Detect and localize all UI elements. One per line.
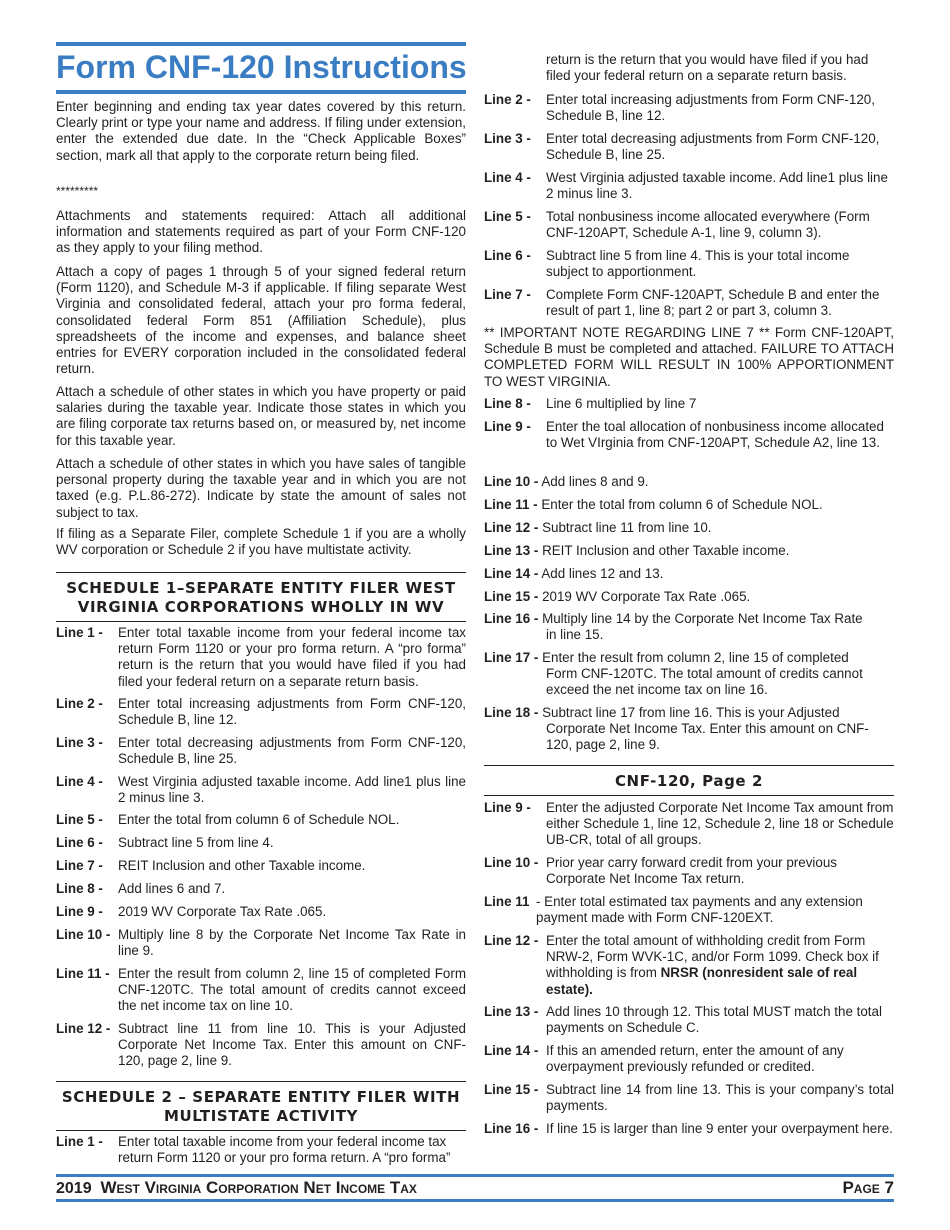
title-rule-bottom <box>56 90 466 94</box>
line-label: Line 13 - <box>484 1004 539 1019</box>
line-text-continued: 120, page 2, line 9. <box>546 737 660 753</box>
line-label: Line 6 - <box>56 835 103 850</box>
line-text: Enter the total from column 6 of Schedule NOL. <box>541 497 823 512</box>
footer-title <box>56 1178 417 1199</box>
line-label: Line 4 - <box>56 774 103 789</box>
schedule2-line-6 <box>484 248 894 282</box>
line-label: Line 2 - <box>484 92 531 107</box>
line-text: Subtract line 11 from line 10. <box>542 520 712 535</box>
schedule1-line-8 <box>56 881 466 899</box>
footer-rule-bottom <box>56 1199 894 1202</box>
line-label: Line 15 - <box>484 1082 539 1097</box>
line-text: Enter total decreasing adjustments from Form CNF-120, Schedule B, line 25. <box>546 131 880 163</box>
line-label: Line 1 - <box>56 625 103 640</box>
schedule2-line-18 <box>484 705 894 754</box>
line-text: If line 15 is larger than line 9 enter your overpayment here. <box>546 1121 893 1136</box>
schedule1-line-9 <box>56 904 466 922</box>
line-text: Line 6 multiplied by line 7 <box>546 396 697 411</box>
schedule2-line-7 <box>484 287 894 321</box>
intro-paragraph-4: Attach a schedule of other states in which you have property or paid salaries during the taxable year. Indicate those states in which you are filing corporate tax returns based on, or measured by, net income for this taxable year. <box>56 384 466 448</box>
line-text: Enter the adjusted Corporate Net Income Tax amount from either Schedule 1, line 12, Schedule 2, line 18 or Schedule UB-CR, total of all groups. <box>546 800 894 848</box>
page-title: Form CNF-120 Instructions <box>56 49 467 85</box>
line-text: Subtract line 17 from line 16. This is your Adjusted <box>542 705 840 720</box>
schedule2-line-12 <box>484 520 894 536</box>
line-label: Line 12 - <box>484 933 539 948</box>
page2-line-16 <box>484 1121 894 1155</box>
separator-stars: ********* <box>56 184 99 198</box>
schedule1-line-5 <box>56 812 466 830</box>
schedule2-line-4 <box>484 170 894 204</box>
line-label: Line 10 - <box>484 855 539 870</box>
page2-line-10 <box>484 855 894 889</box>
line-label: Line 12 - <box>484 520 539 535</box>
line-text: If this an amended return, enter the amount of any overpayment previously refunded or credited. <box>546 1043 844 1075</box>
page2-line-12 <box>484 933 894 999</box>
line-label: Line 16 - <box>484 1121 539 1136</box>
line-text: Enter total increasing adjustments from Form CNF-120, Schedule B, line 12. <box>118 696 466 728</box>
footer-rule-top <box>56 1174 894 1177</box>
schedule1-line-10 <box>56 927 466 961</box>
line-label: Line 15 - <box>484 589 539 604</box>
schedule2-line-3 <box>484 131 894 165</box>
line-text: Enter the toal allocation of nonbusiness income allocated to Wet VIrginia from CNF-120APT, Schedule A2, line 13. <box>546 419 884 451</box>
line-label: Line 2 - <box>56 696 103 711</box>
line-text: Add lines 12 and 13. <box>541 566 664 581</box>
page2-line-9 <box>484 800 894 850</box>
schedule1-line-3 <box>56 735 466 769</box>
line-label: Line 12 - <box>56 1021 111 1036</box>
page2-heading: CNF-120, Page 2 <box>484 765 894 796</box>
page2-line-11 <box>484 894 894 928</box>
line-text: Complete Form CNF-120APT, Schedule B and enter the result of part 1, line 8; part 2 or part 3, column 3. <box>546 287 880 319</box>
line-text-continued: Corporate Net Income Tax. Enter this amount on CNF- <box>546 721 869 737</box>
schedule1-line-1 <box>56 625 466 691</box>
schedule2-line-8 <box>484 396 894 414</box>
schedule2-line-15 <box>484 589 894 605</box>
schedule2-line-16 <box>484 611 894 643</box>
schedule2-line-1-part-a <box>56 1134 466 1168</box>
footer-year: 2019 <box>56 1180 92 1197</box>
page2-line-13 <box>484 1004 894 1038</box>
schedule1-line-7 <box>56 858 466 876</box>
line-text: Subtract line 5 from line 4. <box>118 835 274 850</box>
line-label: Line 7 - <box>484 287 531 302</box>
page2-line-15 <box>484 1082 894 1116</box>
line-text: Subtract line 11 from line 10. This is your Adjusted Corporate Net Income Tax. Enter this amount on CNF-120, page 2, line 9. <box>118 1021 466 1069</box>
schedule1-line-4 <box>56 774 466 808</box>
line-label: Line 11 <box>484 894 530 909</box>
schedule1-line-6 <box>56 835 466 853</box>
line-text: Total nonbusiness income allocated everywhere (Form CNF-120APT, Schedule A-1, line 9, column 3). <box>546 209 870 241</box>
schedule2-heading: SCHEDULE 2 – SEPARATE ENTITY FILER WITH MULTISTATE ACTIVITY <box>56 1081 466 1131</box>
schedule2-line-14 <box>484 566 894 582</box>
line-label: Line 8 - <box>484 396 531 411</box>
intro-paragraph-5: Attach a schedule of other states in which you have sales of tangible personal property during the taxable year and in which you are not taxed (e.g. P.L.86-272). Indicate by state the amount of sales not subject to tax. <box>56 456 466 520</box>
line-label: Line 16 - <box>484 611 539 626</box>
schedule2-line-5 <box>484 209 894 243</box>
line-label: Line 8 - <box>56 881 103 896</box>
line-text <box>546 933 894 998</box>
schedule1-line-2 <box>56 696 466 730</box>
line-label: Line 17 - <box>484 650 539 665</box>
line-label: Line 5 - <box>484 209 531 224</box>
line-text: 2019 WV Corporate Tax Rate .065. <box>542 589 751 604</box>
line-text: Add lines 6 and 7. <box>118 881 226 896</box>
schedule1-line-12 <box>56 1021 466 1071</box>
line-text: Enter total decreasing adjustments from Form CNF-120, Schedule B, line 25. <box>118 735 466 767</box>
line-text: Enter the total from column 6 of Schedule NOL. <box>118 812 400 827</box>
schedule2-line-10 <box>484 474 894 490</box>
schedule2-line-17 <box>484 650 894 699</box>
line-label: Line 9 - <box>484 800 531 815</box>
line-label: Line 13 - <box>484 543 539 558</box>
line-label: Line 14 - <box>484 566 539 581</box>
schedule2-line-9 <box>484 419 894 469</box>
line-label: Line 14 - <box>484 1043 539 1058</box>
line-text-regular: Enter the total amount of withholding credit from Form NRW-2, Form WVK-1C, and/or Form 1099. Check box if withholding is from <box>546 933 879 981</box>
line-label: Line 1 - <box>56 1134 103 1149</box>
line-label: Line 10 - <box>56 927 111 942</box>
important-note: ** IMPORTANT NOTE REGARDING LINE 7 ** Form CNF-120APT, Schedule B must be completed and attached. FAILURE TO ATTACH COMPLETED FORM WILL RESULT IN 100% APPORTIONMENT TO WEST VIRGINIA. <box>484 325 894 389</box>
schedule1-line-11 <box>56 966 466 1016</box>
line-text: 2019 WV Corporate Tax Rate .065. <box>118 904 327 919</box>
line-text: Enter total taxable income from your federal income tax return Form 1120 or your pro forma return. A “pro forma” <box>118 1134 451 1166</box>
line-label: Line 10 - <box>484 474 539 489</box>
line-text: West Virginia adjusted taxable income. Add line1 plus line 2 minus line 3. <box>546 170 888 202</box>
line-text: - Enter total estimated tax payments and any extension payment made with Form CNF-120EXT. <box>536 894 863 926</box>
line-text: REIT Inclusion and other Taxable income. <box>542 543 790 558</box>
footer-publication: West Virginia Corporation Net Income Tax <box>100 1178 417 1197</box>
line-label: Line 11 - <box>484 497 538 512</box>
page-number: Page 7 <box>842 1178 894 1197</box>
intro-paragraph-1: Enter beginning and ending tax year dates covered by this return. Clearly print or type your name and address. If filing under extension, enter the extended due date. In the “Check Applicable Boxes” section, mark all that apply to the corporate return being filed. <box>56 99 466 163</box>
line-text: Subtract line 14 from line 13. This is your company’s total payments. <box>546 1082 894 1114</box>
schedule1-heading: SCHEDULE 1–SEPARATE ENTITY FILER WEST VIRGINIA CORPORATIONS WHOLLY IN WV <box>56 572 466 622</box>
line-label: Line 3 - <box>56 735 103 750</box>
line-text: Subtract line 5 from line 4. This is your total income subject to apportionment. <box>546 248 850 280</box>
line-text-continued: in line 15. <box>546 627 604 643</box>
line-text-bold: NRSR (nonresident sale of real estate). <box>546 965 858 997</box>
line-label: Line 9 - <box>56 904 103 919</box>
line-text-continued: Form CNF-120TC. The total amount of credits cannot <box>546 666 863 682</box>
line-label: Line 18 - <box>484 705 539 720</box>
schedule2-line-11 <box>484 497 894 513</box>
line-label: Line 9 - <box>484 419 531 434</box>
line-label: Line 4 - <box>484 170 531 185</box>
line-label: Line 6 - <box>484 248 531 263</box>
line-text: Enter total taxable income from your federal income tax return Form 1120 or your pro forma return. A “pro forma” return is the return that you would have filed if you had filed your federal return on a separate return basis. <box>118 625 466 689</box>
line-text: REIT Inclusion and other Taxable income. <box>118 858 366 873</box>
schedule2-line-13 <box>484 543 894 559</box>
intro-paragraph-2: Attachments and statements required: Attach all additional information and statements required as part of your Form CNF-120 as they apply to your filing method. <box>56 208 466 256</box>
line-text: Multiply line 8 by the Corporate Net Income Tax Rate in line 9. <box>118 927 466 959</box>
line-label: Line 3 - <box>484 131 531 146</box>
page2-line-14 <box>484 1043 894 1077</box>
line-label: Line 11 - <box>56 966 110 981</box>
line-text: West Virginia adjusted taxable income. Add line1 plus line 2 minus line 3. <box>118 774 466 806</box>
line-label: Line 7 - <box>56 858 103 873</box>
intro-paragraph-6: If filing as a Separate Filer, complete Schedule 1 if you are a wholly WV corporation or Schedule 2 if you have multistate activity. <box>56 526 466 558</box>
schedule2-line-2 <box>484 92 894 126</box>
schedule2-line-1-part-b: return is the return that you would have filed if you had filed your federal return on a separate return basis. <box>546 52 869 84</box>
line-text: Add lines 8 and 9. <box>541 474 649 489</box>
line-text: Prior year carry forward credit from your previous Corporate Net Income Tax return. <box>546 855 837 887</box>
line-label: Line 5 - <box>56 812 103 827</box>
line-text: Enter the result from column 2, line 15 of completed Form CNF-120TC. The total amount of credits cannot exceed the net income tax on line 10. <box>118 966 466 1014</box>
line-text: Add lines 10 through 12. This total MUST match the total payments on Schedule C. <box>546 1004 882 1036</box>
line-text: Enter total increasing adjustments from Form CNF-120, Schedule B, line 12. <box>546 92 875 124</box>
line-text-continued: exceed the net income tax on line 16. <box>546 682 768 698</box>
line-text: Enter the result from column 2, line 15 of completed <box>542 650 849 665</box>
intro-paragraph-3: Attach a copy of pages 1 through 5 of your signed federal return (Form 1120), and Schedule M-3 if applicable. If filing separate West Virginia and consolidated federal, attach your pro forma federal, consolidated federal Form 851 (Affiliation Schedule), plus spreadsheets of the income and expenses, and balance sheet entries for EVERY corporation included in the consolidated federal return. <box>56 264 466 377</box>
line-text: Multiply line 14 by the Corporate Net Income Tax Rate <box>542 611 863 626</box>
